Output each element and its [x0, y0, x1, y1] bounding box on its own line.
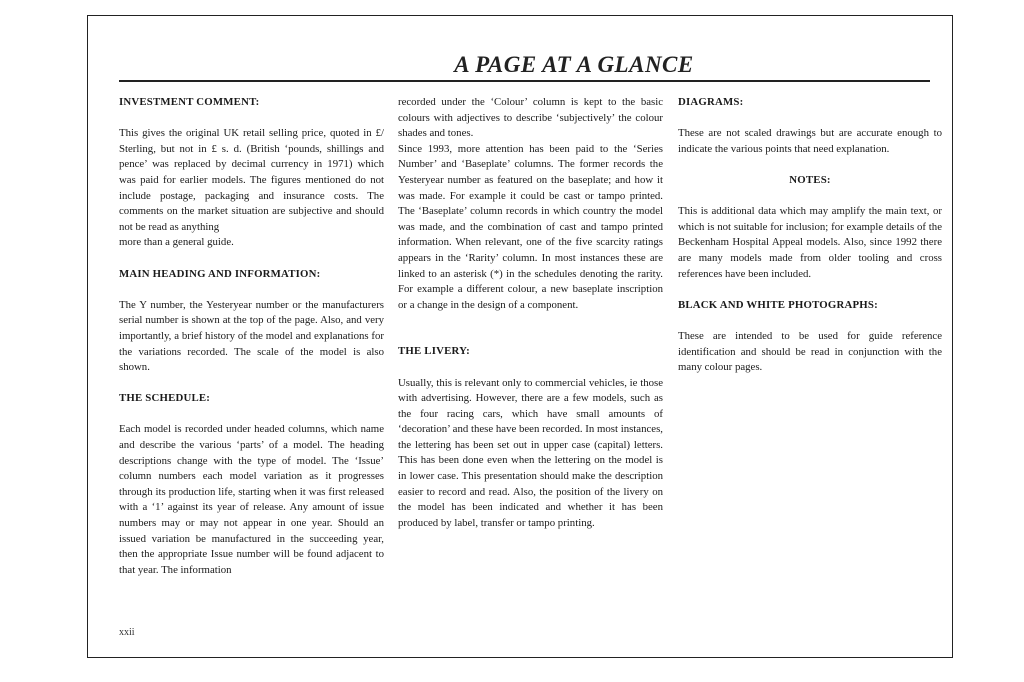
schedule-heading: THE SCHEDULE: — [119, 392, 211, 405]
title-rule — [119, 80, 930, 82]
investment-comment-text-end: more than a general guide. — [119, 236, 234, 249]
schedule-series-text: Since 1993, more attention has been paid to the ‘Series Number’ and ‘Baseplate’ columns. The former records the Yesteryear number as featured on the baseplate; and how it was made. For example it could be cast or tampo printed. The ‘Baseplate’ column records in which country the model was made, and the combination of cast and tampo printed information. When relevant, one of the five scarcity ratings appears in the ‘Rarity’ column. In most instances these are linked to an asterisk (*) in the schedules denoting the rarity. For example a different colour, a new baseplate inscription or a change in the design of a component. — [398, 142, 663, 311]
diagrams-text: These are not scaled drawings but are accurate enough to indicate the various points that need explanation. — [678, 127, 942, 155]
investment-comment-heading: INVESTMENT COMMENT: — [119, 96, 260, 108]
schedule-text: Each model is recorded under headed columns, which name and describe the various ‘parts’ of a model. The heading descriptions change with the type of model. The ‘Issue’ column numbers each model variation as it progresses through its production life, starting when it was first released with a ‘1’ against its year of release. Any amount of issue numbers may or may not appear in one year. Should an issued variation be manufactured in the succeeding year, then the appropriate Issue number will be found adjacent to that year. The information — [119, 423, 384, 576]
photographs-text: These are intended to be used for guide reference identification and should be read in conjunction with the many colour pages. — [678, 329, 942, 374]
page-number: xxii — [119, 627, 135, 638]
schedule-continued-text: recorded under the ‘Colour’ column is kept to the basic colours with adjectives to describe ‘subjectively’ the colour shades and tones. — [398, 96, 663, 140]
notes-heading: NOTES: — [789, 173, 831, 186]
main-heading-heading: MAIN HEADING AND INFORMATION: — [119, 267, 321, 280]
livery-text: Usually, this is relevant only to commercial vehicles, ie those with advertising. However, there are a few models, such as the four racing cars, which have small amounts of ‘decoration’ and these have been recorded. In most instances, the lettering has been set out in upper case (capital) letters. This has been done even when the lettering on the model is in lower case. This presentation should make the description easier to record and read. Also, the position of the livery on the model has been indicated and whether it has been produced by label, transfer or tampo printing. — [398, 376, 663, 529]
column-middle — [398, 95, 663, 531]
column-left — [119, 95, 384, 578]
investment-comment-text: This gives the original UK retail selling price, quoted in £/ Sterling, but not in £ s. d. (British ‘pounds, shillings and pence’ was replaced by decimal currency in 1971) which was paid for earlier models. The figures mentioned do not include postage, packaging and insurance costs. The comments on the market situation are subjective and should not be read as anything — [119, 127, 384, 233]
document-page — [87, 15, 953, 658]
diagrams-heading: DIAGRAMS: — [678, 96, 744, 108]
page-title: A PAGE AT A GLANCE — [454, 52, 694, 77]
photographs-heading: BLACK AND WHITE PHOTOGRAPHS: — [678, 298, 878, 311]
notes-text: This is additional data which may amplify the main text, or which is not suitable for inclusion; for example details of the Beckenham Hospital Appeal models. Also, since 1992 there are many models made from older tooling and cross references have been included. — [678, 205, 942, 280]
livery-heading: THE LIVERY: — [398, 345, 470, 358]
main-heading-text: The Y number, the Yesteryear number or the manufacturers serial number is shown at the top of the page. Also, and very importantly, a brief history of the model and explanations for the variations recorded. The scale of the model is also shown. — [119, 298, 384, 374]
column-right — [678, 95, 942, 376]
